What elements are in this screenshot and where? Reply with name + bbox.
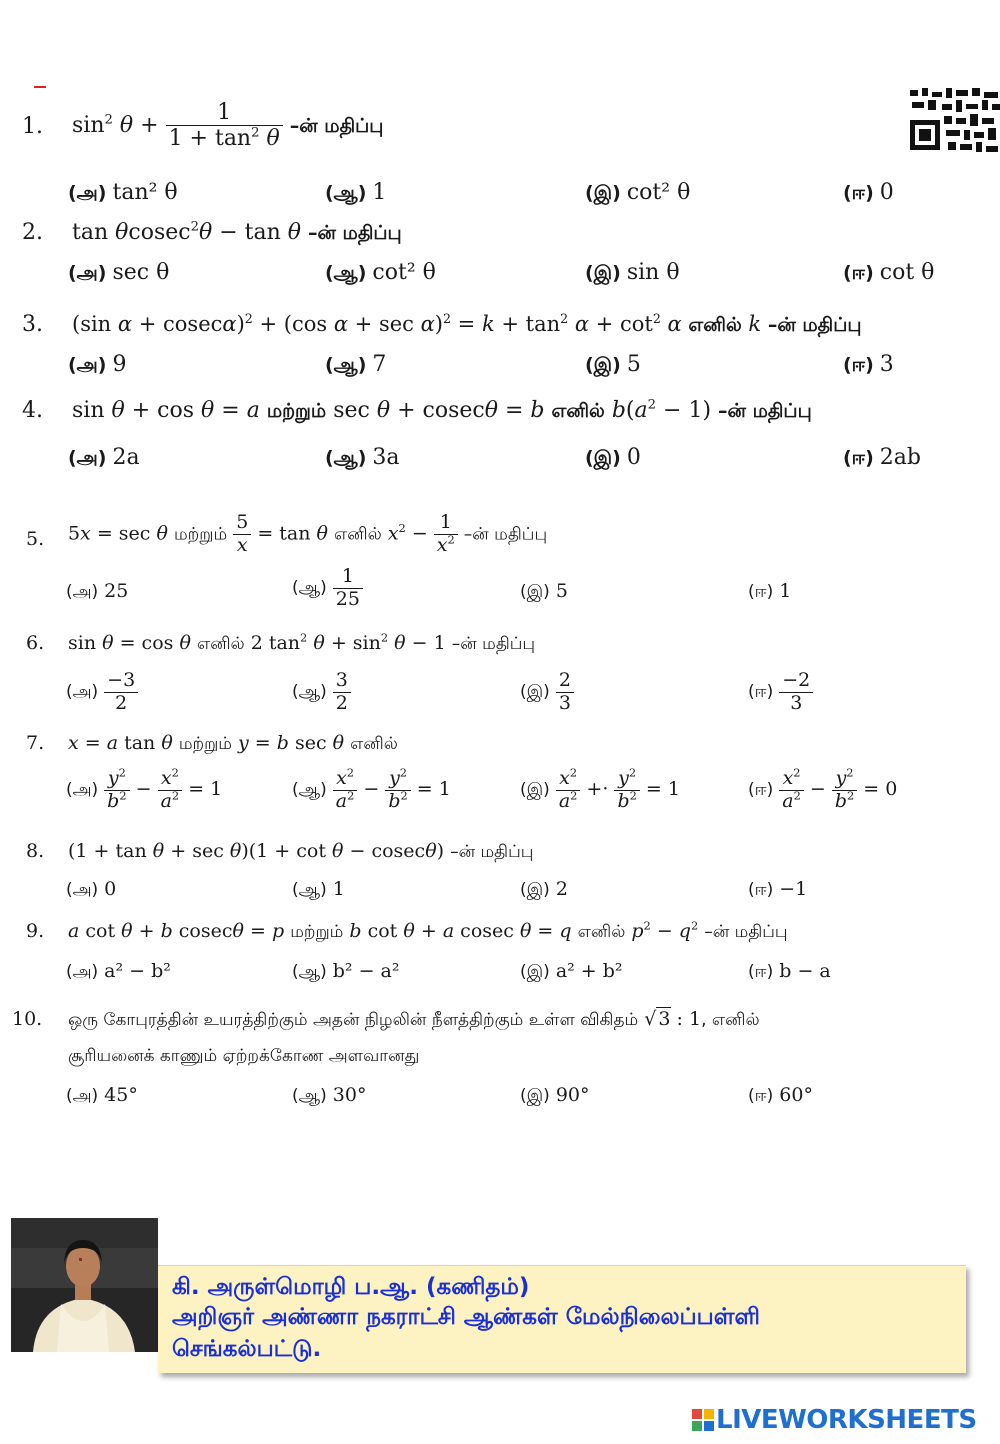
option-value: 45° [104, 1084, 138, 1106]
option-ii[interactable] [748, 580, 791, 604]
red-mark [34, 86, 46, 88]
question-number: 3. [22, 312, 43, 337]
option-label: (இ) [520, 1086, 550, 1106]
option-aa[interactable] [325, 260, 436, 287]
option-value: 0 [626, 445, 641, 470]
option-value: b² − a² [332, 960, 400, 982]
option-value: 2 [555, 878, 568, 900]
option-value: 9 [112, 352, 127, 377]
question-number: 9. [26, 920, 45, 942]
option-label: (அ) [66, 1086, 99, 1106]
option-label: (ஆ) [292, 962, 327, 982]
qr-code [908, 86, 1000, 156]
option-aa[interactable] [325, 352, 386, 379]
option-aa[interactable] [325, 180, 386, 207]
value-of-text: –ன் மதிப்பு [767, 314, 862, 336]
option-value: $\frac{x^2}{a^2}$ − $\frac{y^2}{b^2}$ = 0 [779, 778, 897, 800]
option-value: 25 [104, 580, 129, 602]
and-text: மற்றும் [266, 400, 327, 422]
option-a[interactable] [66, 960, 171, 984]
option-ii[interactable] [748, 960, 831, 984]
option-value: tan² θ [112, 180, 178, 205]
option-label: (அ) [66, 682, 99, 703]
option-i[interactable] [520, 765, 680, 813]
option-a[interactable] [66, 1084, 138, 1108]
option-value: 1 [779, 580, 792, 602]
option-label: (அ) [66, 880, 99, 900]
option-label: (ஈ) [748, 682, 774, 703]
option-label: (இ) [585, 262, 621, 284]
question-stem: sin θ + cos θ = a மற்றும் sec θ + cosecθ = b எனில் $b(a^2 - 1)$ –ன் மதிப்பு [72, 397, 812, 423]
option-label: (ஆ) [325, 447, 367, 469]
option-label: (ஈ) [843, 447, 874, 469]
option-value: $\frac{3}{2}$ [333, 670, 351, 715]
value-of-text: –ன் மதிப்பு [451, 634, 536, 654]
option-label: (ஈ) [748, 880, 774, 900]
question-number: 6. [26, 632, 45, 654]
option-ii[interactable] [748, 878, 807, 902]
city-line: செங்கல்பட்டு. [172, 1336, 322, 1362]
option-ii[interactable] [748, 765, 898, 813]
option-i[interactable] [585, 180, 690, 207]
option-value: $\frac{-2}{3}$ [779, 670, 813, 715]
author-photo [11, 1218, 158, 1352]
option-label: (ஈ) [748, 780, 774, 801]
option-aa[interactable] [292, 765, 451, 813]
option-label: (ஈ) [843, 182, 874, 204]
option-i[interactable] [520, 580, 568, 604]
option-value: 7 [372, 352, 387, 377]
option-value: $\frac{2}{3}$ [556, 670, 574, 715]
option-value: cot θ [879, 260, 935, 285]
option-label: (ஆ) [292, 682, 327, 703]
value-of-text: –ன் மதிப்பு [450, 842, 534, 862]
option-value: 0 [879, 180, 894, 205]
option-label: (அ) [66, 962, 99, 982]
question-stem: 5x = sec θ மற்றும் $\frac{5}{x}$ = tan θ எனில் $x^2$ − $\frac{1}{x^2}$ –ன் மதிப்பு [68, 511, 548, 556]
option-label: (ஆ) [325, 182, 367, 204]
option-value: 3a [372, 445, 400, 470]
option-label: (ஆ) [292, 1086, 327, 1106]
question-stem: (sin α + cosecα)$^2$ + (cos $\alpha + \sec \alpha)^2 = k + \tan^2 \alpha + \cot^2 \alpha$ எனில் k –ன் மதிப்பு [72, 311, 862, 336]
option-value: $\frac{x^2}{a^2}$ − $\frac{y^2}{b^2}$ = 1 [333, 778, 451, 800]
option-i[interactable] [520, 960, 623, 984]
option-ii[interactable] [843, 352, 894, 379]
option-value: sec θ [112, 260, 170, 285]
author-photo-graphic [11, 1218, 158, 1352]
option-value: $\frac{x^2}{a^2}$ +· $\frac{y^2}{b^2}$ = 1 [556, 778, 680, 800]
and-text: மற்றும் [174, 524, 228, 545]
option-label: (ஈ) [748, 582, 774, 602]
option-ii[interactable] [748, 670, 813, 715]
option-a[interactable] [66, 670, 138, 715]
value-of-text: –ன் மதிப்பு [704, 922, 788, 942]
option-label: (அ) [68, 447, 107, 469]
question-number: 7. [26, 732, 45, 754]
option-i[interactable] [585, 445, 641, 472]
if-text: எனில் [551, 400, 605, 422]
option-label: (ஆ) [292, 578, 327, 599]
option-i[interactable] [520, 670, 574, 715]
question-stem: ஒரு கோபுரத்தின் உயரத்திற்கும் அதன் நிழலின் நீளத்திற்கும் உள்ள விகிதம் √ 3 : 1, எனில் [68, 1008, 760, 1030]
option-label: (இ) [520, 880, 550, 900]
option-ii[interactable] [748, 1084, 813, 1108]
option-value: 2ab [879, 445, 921, 470]
option-label: (இ) [520, 582, 550, 602]
option-value: 2a [112, 445, 140, 470]
option-i[interactable] [520, 878, 568, 902]
option-value: cot² θ [626, 180, 691, 205]
option-i[interactable] [585, 260, 680, 287]
option-ii[interactable] [843, 180, 894, 207]
option-label: (அ) [68, 262, 107, 284]
question-number: 5. [26, 528, 45, 550]
option-value: 30° [332, 1084, 367, 1106]
if-text: எனில் [577, 922, 626, 942]
option-label: (அ) [68, 354, 107, 376]
liveworksheets-logo-icon [692, 1409, 714, 1431]
option-aa[interactable] [325, 445, 400, 472]
option-value: b − a [779, 960, 831, 982]
option-value: 0 [104, 878, 117, 900]
option-label: (ஈ) [748, 962, 774, 982]
option-value: a² + b² [555, 960, 623, 982]
option-label: (ஈ) [843, 262, 874, 284]
option-value: sin θ [626, 260, 680, 285]
brand-name: LIVEWORKSHEETS [716, 1405, 977, 1435]
question-stem: a cot θ + b cosecθ = p மற்றும் b cot θ + a cosec θ = q எனில் $p^2 - q^2$ –ன் மதிப்பு [68, 918, 788, 942]
author-banner [158, 1265, 966, 1373]
question-stem-line2 [68, 1044, 419, 1068]
option-label: (இ) [520, 682, 550, 703]
option-value: 1 [372, 180, 387, 205]
option-label: (ஈ) [843, 354, 874, 376]
option-value: 3 [879, 352, 894, 377]
if-text: எனில் [334, 524, 382, 545]
option-a[interactable] [68, 260, 169, 287]
author-name-line: கி. அருள்மொழி ப.ஆ. (கணிதம்) [172, 1274, 530, 1300]
option-value: 5 [626, 352, 641, 377]
option-label: (அ) [66, 582, 99, 602]
question-stem: (1 + tan θ + sec θ)(1 + cot θ − cosecθ) –ன் மதிப்பு [68, 840, 534, 862]
option-value: $\frac{y^2}{b^2}$ − $\frac{x^2}{a^2}$ = 1 [104, 778, 222, 800]
option-label: (இ) [585, 447, 621, 469]
question-number: 4. [22, 398, 43, 423]
option-a[interactable] [68, 352, 126, 379]
option-label: (ஆ) [325, 262, 367, 284]
option-value: cot² θ [372, 260, 436, 285]
value-of-text: –ன் மதிப்பு [308, 222, 402, 244]
option-label: (ஆ) [292, 780, 327, 801]
q10-line1: ஒரு கோபுரத்தின் உயரத்திற்கும் அதன் நிழலின் நீளத்திற்கும் உள்ள விகிதம் [68, 1010, 639, 1030]
option-label: (அ) [68, 182, 107, 204]
if-text: எனில் [350, 734, 398, 754]
q10-line2: சூரியனைக் காணும் ஏற்றக்கோண அளவானது [68, 1046, 420, 1066]
if-text: எனில் [688, 314, 742, 336]
question-number: 10. [12, 1008, 43, 1030]
if-text: எனில் [196, 634, 245, 654]
option-value: 1 [332, 878, 345, 900]
value-of-text: –ன் மதிப்பு [463, 524, 548, 545]
option-value: $\frac{-3}{2}$ [104, 670, 138, 715]
question-number: 1. [22, 114, 43, 139]
option-aa[interactable] [292, 960, 400, 984]
value-of-text: –ன் மதிப்பு [289, 114, 384, 137]
option-a[interactable] [68, 445, 140, 472]
option-label: (இ) [585, 182, 621, 204]
option-label: (ஆ) [292, 880, 327, 900]
option-ii[interactable] [843, 445, 921, 472]
option-label: (இ) [520, 962, 550, 982]
option-label: (ஆ) [325, 354, 367, 376]
option-label: (இ) [585, 354, 621, 376]
option-value: −1 [779, 878, 808, 900]
question-stem: $\sin^2 \theta$ + $\frac{1}{1 + \tan^2 \theta}$ –ன் மதிப்பு [72, 100, 384, 152]
option-value: 5 [555, 580, 568, 602]
option-aa[interactable] [292, 566, 363, 611]
school-line: அறிஞர் அண்ணா நகராட்சி ஆண்கள் மேல்நிலைப்பள்ளி [172, 1304, 760, 1330]
option-a[interactable] [66, 878, 116, 902]
option-label: (அ) [66, 780, 99, 801]
option-ii[interactable] [843, 260, 934, 287]
and-text: மற்றும் [178, 734, 232, 754]
option-i[interactable] [520, 1084, 590, 1108]
question-stem: sin θ = cos θ எனில் 2 $\tan^2 \theta + \sin^2 \theta - 1$ –ன் மதிப்பு [68, 630, 536, 654]
option-value: $\frac{1}{25}$ [333, 566, 363, 611]
option-value: 60° [779, 1084, 813, 1106]
option-value: 90° [555, 1084, 590, 1106]
option-aa[interactable] [292, 1084, 366, 1108]
and-text: மற்றும் [290, 922, 344, 942]
question-number: 8. [26, 840, 45, 862]
option-a[interactable] [66, 765, 223, 813]
question-number: 2. [22, 220, 43, 245]
option-a[interactable] [68, 180, 178, 207]
option-value: a² − b² [104, 960, 171, 982]
value-of-text: –ன் மதிப்பு [718, 400, 812, 422]
option-a[interactable] [66, 580, 128, 604]
option-aa[interactable] [292, 670, 351, 715]
question-stem: x = a tan θ மற்றும் y = b sec θ எனில் [68, 732, 398, 754]
option-label: (இ) [520, 780, 550, 801]
liveworksheets-brand[interactable] [692, 1404, 977, 1436]
option-label: (ஈ) [748, 1086, 774, 1106]
option-aa[interactable] [292, 878, 345, 902]
option-i[interactable] [585, 352, 641, 379]
q10-after: , எனில் [701, 1010, 760, 1030]
question-stem: tan θcosec$^2$θ − tan θ –ன் மதிப்பு [72, 219, 402, 245]
